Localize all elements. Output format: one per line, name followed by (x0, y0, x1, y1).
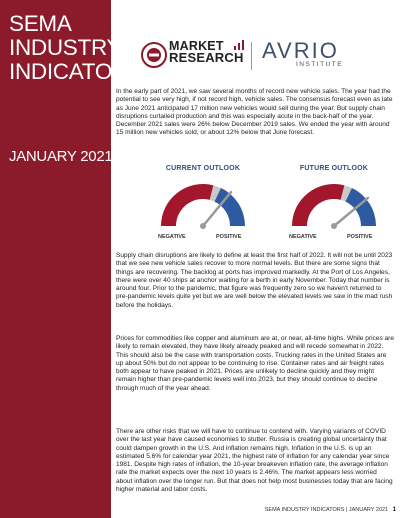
gauge-dial (284, 176, 384, 232)
logo-bar (141, 40, 386, 72)
paragraph: In the early part of 2021, we saw several months of record new vehicle sales. The year had the potential to see very high, if not record high, vehicle sales. The consensus forecast even as late as June 2021 anticipated 17 million new vehicles would sell during the year. But supply chain disruptions curtailed production and this was especially acute in the back-half of the year. December 2021 sales were 26% below December 2019 sales. We ended the year with around 15 million new vehicles sold, or about 12% below that June forecast. (116, 88, 393, 137)
page-number: 1 (392, 507, 396, 513)
report-date: JANUARY 2021 (9, 148, 113, 165)
sema-seal-logo (141, 42, 167, 68)
avrio-logo: AVRIO (262, 38, 339, 63)
paragraph: Supply chain disruptions are likely to define at least the first half of 2022. It will not be until 2023 that we see new vehicle sales recover to more normal levels. But there are some signs that things are recovering. The backlog at ports has improved markedly. At the Port of Los Angeles, there were over 40 ships at anchor waiting for a berth in early November. Today that number is around four. Prior to the pandemic, that figure was frequently zero so we haven't returned to pre-pandemic levels quite yet but we are well below the elevated levels we saw in the mad rush before the holidays. (116, 252, 393, 309)
page-footer (265, 507, 396, 513)
footer-text: SEMA INDUSTRY INDICATORS | JANUARY 2021 (264, 507, 389, 513)
gauge-negative-label: NEGATIVE (289, 234, 317, 240)
title-line: INDUSTRY (9, 35, 122, 60)
paragraph: Prices for commodities like copper and aluminum are at, or near, all-time highs. While prices are likely to remain elevated, they have likely already peaked and will recede somewhat in 2022. This should also be the case with transportation costs. Trucking rates in the United States are up about 50% but do not appear to be continuing to rise. Container rates and air freight rates both appear to have peaked in 2021. Prices are unlikely to decline quickly and they might remain higher than pre-pandemic levels well into 2023, but they should continue to decline through much of the year ahead. (116, 335, 394, 392)
sidebar (0, 0, 143, 518)
report-title (9, 11, 143, 84)
paragraph: There are other risks that we will have to continue to contend with. Varying variants of COVID over the last year have caused economies to stutter. Russia is creating global uncertainty that could dampen growth in the U.S. And inflation remains high. Inflation in the U.S. is up an estimated 5.6% for calendar year 2021, the highest rate of inflation for any calendar year since 1981. Despite high rates of inflation, the 10-year breakeven inflation rate, the average inflation rate the market expects over the next 10 years is 2.46%. The market appears less worried about inflation over the longer run. But that does not help most businesses today that are facing higher material and labor costs. (116, 428, 393, 494)
logo-divider (251, 42, 252, 70)
gauge-title: FUTURE OUTLOOK (299, 165, 369, 172)
future-outlook-gauge (275, 165, 393, 243)
gauge-positive-band (345, 188, 376, 226)
market-research-line1: MARKET (169, 39, 224, 53)
gauge-hub (331, 223, 337, 229)
gauge-negative-label: NEGATIVE (158, 234, 186, 240)
current-outlook-gauge (144, 165, 262, 243)
gauge-negative-band (292, 184, 344, 226)
gauge-hub (200, 223, 206, 229)
gauge-negative-band (161, 184, 213, 226)
avrio-institute-text: INSTITUTE (296, 61, 344, 68)
gauge-positive-label: POSITIVE (347, 234, 373, 240)
gauge-dial (153, 176, 253, 232)
gauge-title: CURRENT OUTLOOK (165, 165, 241, 172)
gauge-positive-label: POSITIVE (216, 234, 242, 240)
title-line: SEMA (9, 11, 72, 36)
title-line: INDICATORS (9, 59, 143, 84)
market-research-line2: RESEARCH (169, 50, 244, 65)
bar-chart-icon (233, 40, 245, 50)
